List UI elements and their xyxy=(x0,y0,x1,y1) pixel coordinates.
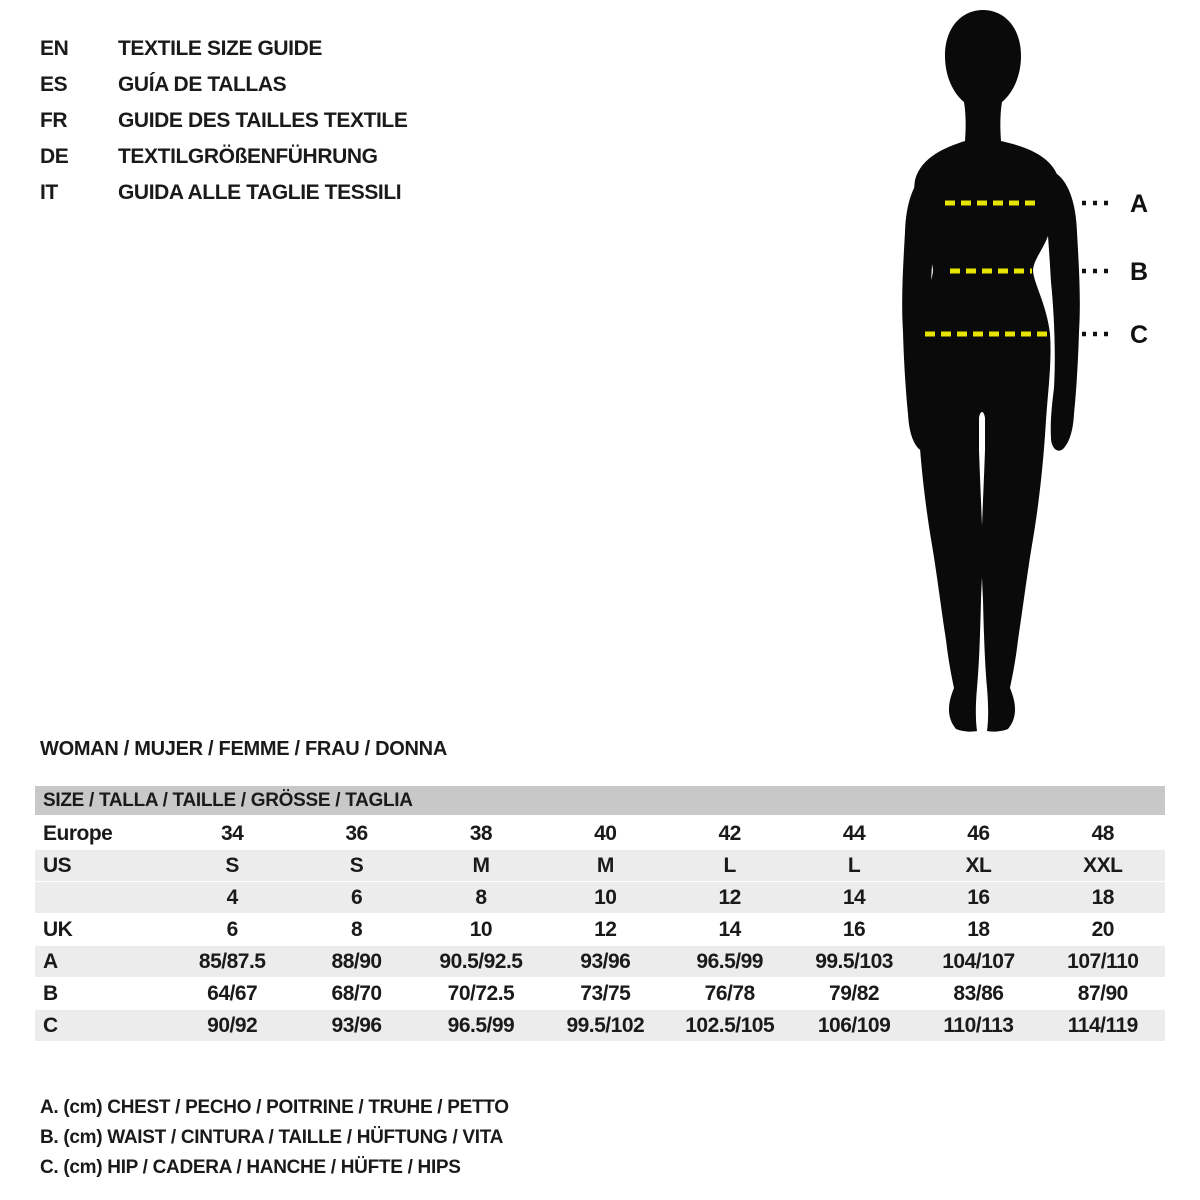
table-cell: 90.5/92.5 xyxy=(439,949,523,973)
table-cell: 88/90 xyxy=(331,949,382,973)
table-row xyxy=(35,818,1165,849)
lang-row-de xyxy=(40,139,407,175)
table-cell: 14 xyxy=(842,885,866,909)
table-cell: L xyxy=(847,853,861,877)
row-label: US xyxy=(43,853,72,877)
lang-row-fr xyxy=(40,103,407,139)
table-cell: 48 xyxy=(1091,821,1114,845)
table-row xyxy=(35,882,1165,913)
table-cell: S xyxy=(349,853,364,877)
size-table-rows xyxy=(35,818,1165,1041)
lang-title: GUIDA ALLE TAGLIE TESSILI xyxy=(118,181,402,204)
lang-code: EN xyxy=(40,37,69,60)
lang-title: TEXTILE SIZE GUIDE xyxy=(118,37,322,60)
table-cell: 12 xyxy=(718,885,741,909)
woman-silhouette-figure xyxy=(850,0,1200,740)
lang-row-it xyxy=(40,175,407,211)
table-cell: 93/96 xyxy=(580,949,631,973)
table-cell: M xyxy=(596,853,614,877)
table-cell: 68/70 xyxy=(331,981,382,1005)
table-cell: 99.5/103 xyxy=(815,949,893,973)
lang-code: DE xyxy=(40,145,69,168)
lang-row-es xyxy=(40,67,407,103)
table-cell: 107/110 xyxy=(1067,949,1139,973)
table-cell: 87/90 xyxy=(1077,981,1128,1005)
table-cell: 83/86 xyxy=(953,981,1004,1005)
table-cell: 16 xyxy=(967,885,990,909)
row-label: A xyxy=(43,949,58,973)
row-label: UK xyxy=(43,917,73,941)
table-cell: 16 xyxy=(842,917,866,941)
woman-silhouette-body xyxy=(914,10,1060,732)
table-cell: XL xyxy=(965,853,992,877)
table-cell: 96.5/99 xyxy=(696,949,763,973)
table-cell: 6 xyxy=(226,917,238,941)
table-row xyxy=(35,850,1165,881)
table-row xyxy=(35,978,1165,1009)
table-cell: 79/82 xyxy=(829,981,880,1005)
table-cell: 20 xyxy=(1091,917,1114,941)
table-cell: L xyxy=(723,853,736,877)
table-cell: 8 xyxy=(350,917,363,941)
table-cell: 12 xyxy=(594,917,617,941)
woman-silhouette-right-arm xyxy=(1044,171,1080,450)
legend-hip: C. (cm) HIP / CADERA / HANCHE / HÜFTE / HIPS xyxy=(40,1157,461,1178)
waist-label: B xyxy=(1130,258,1149,286)
table-cell: 44 xyxy=(842,821,866,845)
row-label: C xyxy=(43,1013,58,1037)
lang-code: FR xyxy=(40,109,68,132)
size-table-header: SIZE / TALLA / TAILLE / GRÖSSE / TAGLIA xyxy=(35,786,1165,815)
table-cell: 18 xyxy=(967,917,990,941)
table-cell: 76/78 xyxy=(704,981,755,1005)
table-cell: 70/72.5 xyxy=(447,981,515,1005)
language-title-list xyxy=(40,31,407,211)
lang-title: TEXTILGRÖßENFÜHRUNG xyxy=(118,145,378,168)
table-cell: 110/113 xyxy=(943,1013,1014,1037)
table-row xyxy=(35,914,1165,945)
table-cell: S xyxy=(225,853,239,877)
table-cell: 104/107 xyxy=(942,949,1015,973)
section-title-woman: WOMAN / MUJER / FEMME / FRAU / DONNA xyxy=(40,738,447,760)
chest-label: A xyxy=(1130,190,1149,218)
table-row xyxy=(35,1010,1165,1041)
lang-title: GUÍA DE TALLAS xyxy=(118,73,287,96)
table-cell: M xyxy=(472,853,490,877)
measurement-legend xyxy=(40,1093,509,1183)
legend-waist: B. (cm) WAIST / CINTURA / TAILLE / HÜFTUNG / VITA xyxy=(40,1127,504,1148)
size-table xyxy=(35,786,1165,1042)
legend-chest: A. (cm) CHEST / PECHO / POITRINE / TRUHE / PETTO xyxy=(40,1097,509,1118)
table-cell: 34 xyxy=(221,821,244,845)
table-cell: 36 xyxy=(345,821,368,845)
table-cell: 10 xyxy=(594,885,617,909)
table-cell: 40 xyxy=(594,821,617,845)
lang-code: IT xyxy=(40,181,58,204)
lang-code: ES xyxy=(40,73,68,96)
row-label: B xyxy=(43,981,58,1005)
lang-row-en xyxy=(40,31,407,67)
table-cell: 38 xyxy=(469,821,493,845)
table-cell: 99.5/102 xyxy=(566,1013,645,1037)
table-cell: 90/92 xyxy=(207,1013,258,1037)
lang-title: GUIDE DES TAILLES TEXTILE xyxy=(118,109,408,132)
table-cell: 114/119 xyxy=(1067,1013,1138,1037)
table-cell: 93/96 xyxy=(331,1013,382,1037)
table-cell: 6 xyxy=(350,885,363,909)
table-cell: 102.5/105 xyxy=(685,1013,775,1037)
table-cell: 46 xyxy=(967,821,990,845)
table-cell: 42 xyxy=(718,821,741,845)
table-cell: 106/109 xyxy=(817,1013,891,1037)
table-cell: 18 xyxy=(1091,885,1114,909)
table-row xyxy=(35,946,1165,977)
table-cell: XXL xyxy=(1083,853,1123,877)
table-cell: 85/87.5 xyxy=(198,949,266,973)
table-cell: 4 xyxy=(226,885,238,909)
table-cell: 8 xyxy=(475,885,487,909)
table-cell: 14 xyxy=(718,917,741,941)
table-cell: 73/75 xyxy=(580,981,631,1005)
table-cell: 10 xyxy=(469,917,493,941)
row-label: Europe xyxy=(43,821,113,845)
table-cell: 64/67 xyxy=(207,981,258,1005)
hip-label: C xyxy=(1130,321,1149,349)
table-cell: 96.5/99 xyxy=(447,1013,515,1037)
